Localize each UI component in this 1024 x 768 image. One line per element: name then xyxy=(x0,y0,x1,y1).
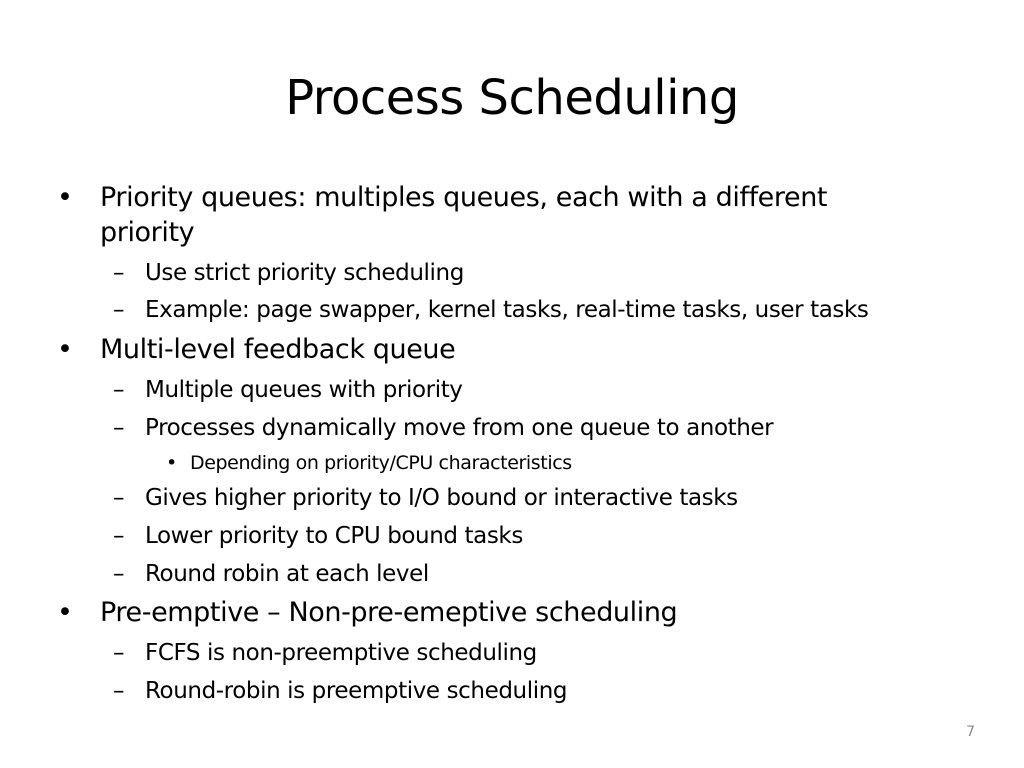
sub-bullet-text: Processes dynamically move from one queue to another xyxy=(145,415,774,441)
sub-bullet-text: FCFS is non-preemptive scheduling xyxy=(145,640,537,666)
bullet-marker: • xyxy=(57,182,73,213)
sub-bullet-text: Lower priority to CPU bound tasks xyxy=(145,523,523,549)
dash-marker: – xyxy=(113,640,125,666)
dash-marker: – xyxy=(113,523,125,549)
sub-bullet-text: Round robin at each level xyxy=(145,561,429,587)
slide-title: Process Scheduling xyxy=(285,70,739,126)
dash-marker: – xyxy=(113,260,125,286)
bullet-text: Priority queues: multiples queues, each with a different xyxy=(100,182,828,213)
sub-bullet-text: Use strict priority scheduling xyxy=(145,260,464,286)
dash-marker: – xyxy=(113,485,125,511)
sub-bullet-text: Gives higher priority to I/O bound or interactive tasks xyxy=(145,485,738,511)
dash-marker: – xyxy=(113,678,125,704)
dash-marker: – xyxy=(113,377,125,403)
sub-bullet-text: Example: page swapper, kernel tasks, real-time tasks, user tasks xyxy=(145,297,869,323)
sub-bullet-text: Multiple queues with priority xyxy=(145,377,463,403)
dash-marker: – xyxy=(113,415,125,441)
bullet-text: Pre-emptive – Non-pre-emeptive scheduling xyxy=(100,597,678,628)
bullet-text-continuation: priority xyxy=(100,217,195,248)
dash-marker: – xyxy=(113,297,125,323)
bullet-marker: • xyxy=(57,597,73,628)
page-number: 7 xyxy=(966,724,975,740)
bullet-text: Multi-level feedback queue xyxy=(100,334,456,365)
sub-bullet-text: Round-robin is preemptive scheduling xyxy=(145,678,568,704)
sub-sub-bullet-text: Depending on priority/CPU characteristics xyxy=(190,452,572,474)
dash-marker: – xyxy=(113,561,125,587)
bullet-marker: • xyxy=(166,452,177,474)
bullet-marker: • xyxy=(57,334,73,365)
